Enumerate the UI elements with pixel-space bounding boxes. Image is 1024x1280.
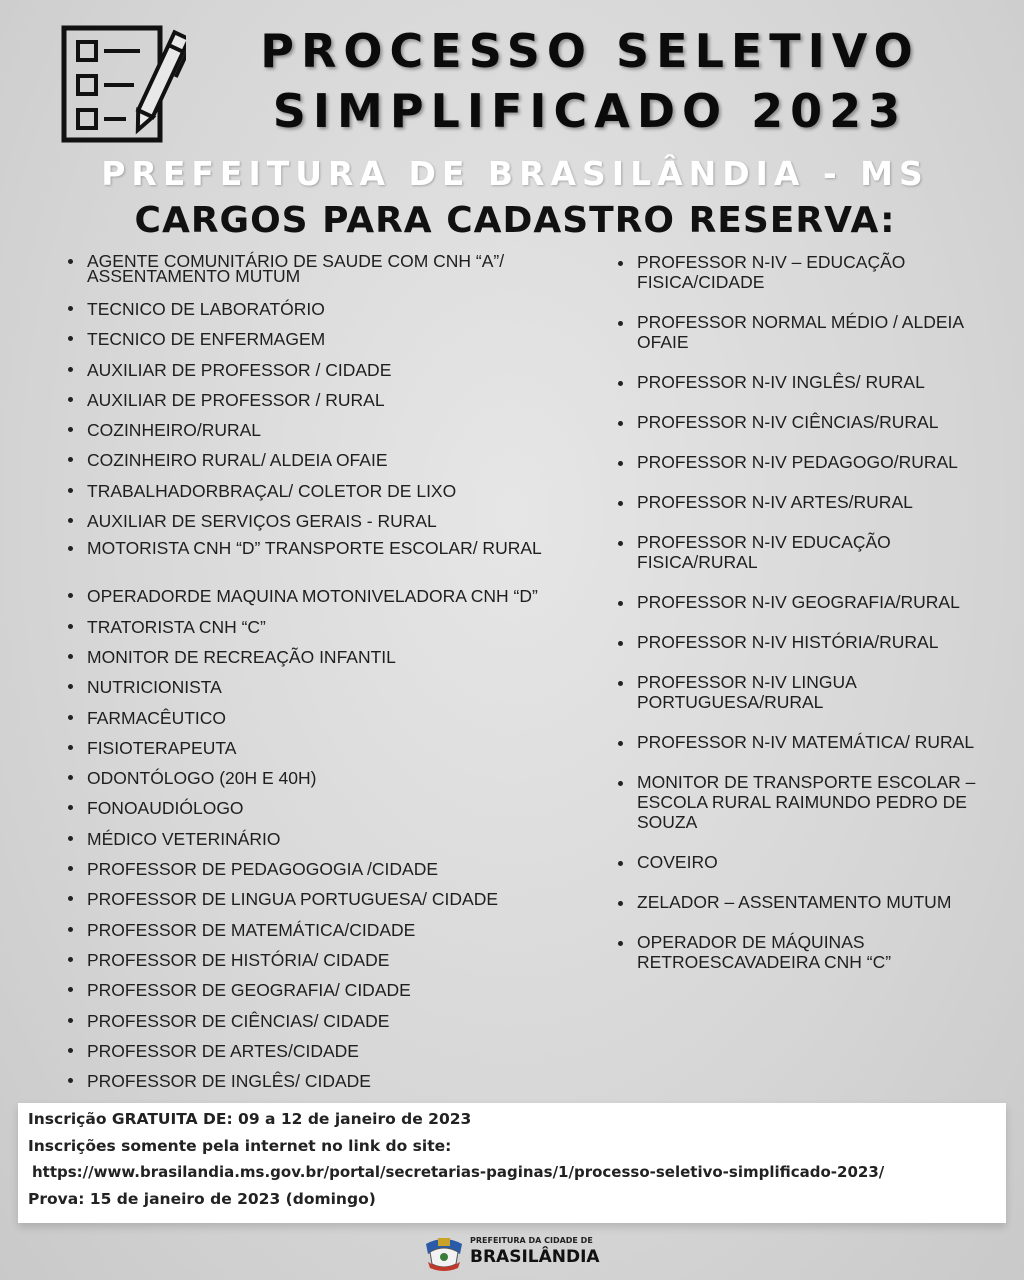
list-item: ODONTÓLOGO (20H E 40H): [66, 766, 596, 796]
page-title-line-1: PROCESSO SELETIVO: [260, 24, 920, 78]
list-item: PROFESSOR N-IV CIÊNCIAS/RURAL: [616, 412, 986, 432]
list-item: NUTRICIONISTA: [66, 675, 596, 705]
left-job-list: [66, 252, 596, 1099]
list-item: PROFESSOR N-IV GEOGRAFIA/RURAL: [616, 592, 986, 612]
list-item: MOTORISTA CNH “D” TRANSPORTE ESCOLAR/ RURAL: [66, 539, 596, 584]
list-item: PROFESSOR DE LINGUA PORTUGUESA/ CIDADE: [66, 887, 596, 917]
list-item: PROFESSOR DE INGLÊS/ CIDADE: [66, 1069, 596, 1099]
list-item: PROFESSOR N-IV MATEMÁTICA/ RURAL: [616, 732, 986, 752]
list-item: AUXILIAR DE SERVIÇOS GERAIS - RURAL: [66, 509, 596, 539]
list-item: AUXILIAR DE PROFESSOR / RURAL: [66, 388, 596, 418]
list-item: TECNICO DE ENFERMAGEM: [66, 327, 596, 357]
list-item: PROFESSOR DE GEOGRAFIA/ CIDADE: [66, 978, 596, 1008]
registration-method: Inscrições somente pela internet no link do site:: [28, 1136, 452, 1155]
list-item: PROFESSOR N-IV HISTÓRIA/RURAL: [616, 632, 986, 652]
list-item: MONITOR DE TRANSPORTE ESCOLAR – ESCOLA RURAL RAIMUNDO PEDRO DE SOUZA: [616, 772, 986, 832]
list-item: PROFESSOR DE HISTÓRIA/ CIDADE: [66, 948, 596, 978]
list-item: FARMACÊUTICO: [66, 706, 596, 736]
list-item: PROFESSOR N-IV – EDUCAÇÃO FISICA/CIDADE: [616, 252, 986, 292]
list-item: PROFESSOR DE PEDAGOGOGIA /CIDADE: [66, 857, 596, 887]
list-item: COZINHEIRO RURAL/ ALDEIA OFAIE: [66, 448, 596, 478]
list-item: COVEIRO: [616, 852, 986, 872]
list-item: TECNICO DE LABORATÓRIO: [66, 297, 596, 327]
footer-small-text: PREFEITURA DA CIDADE DE: [470, 1236, 593, 1245]
list-item: PROFESSOR N-IV ARTES/RURAL: [616, 492, 986, 512]
list-item: OPERADOR DE MÁQUINAS RETROESCAVADEIRA CNH “C”: [616, 932, 986, 972]
list-item: TRABALHADORBRAÇAL/ COLETOR DE LIXO: [66, 479, 596, 509]
city-crest-icon: [422, 1232, 466, 1272]
list-item: ZELADOR – ASSENTAMENTO MUTUM: [616, 892, 986, 912]
footer-logo: [422, 1230, 612, 1274]
list-item: PROFESSOR N-IV EDUCAÇÃO FISICA/RURAL: [616, 532, 986, 572]
right-job-list: [616, 252, 986, 992]
list-item: OPERADORDE MAQUINA MOTONIVELADORA CNH “D”: [66, 584, 596, 614]
registration-info-box: [18, 1103, 1006, 1223]
checklist-pen-icon: [58, 22, 186, 148]
list-item: PROFESSOR N-IV INGLÊS/ RURAL: [616, 372, 986, 392]
list-item: AGENTE COMUNITÁRIO DE SAUDE COM CNH “A”/ ASSENTAMENTO MUTUM: [66, 252, 596, 297]
exam-date: Prova: 15 de janeiro de 2023 (domingo): [28, 1189, 376, 1208]
page-subtitle: PREFEITURA DE BRASILÂNDIA - MS: [101, 154, 929, 193]
list-item: FISIOTERAPEUTA: [66, 736, 596, 766]
list-item: FONOAUDIÓLOGO: [66, 796, 596, 826]
list-item: TRATORISTA CNH “C”: [66, 615, 596, 645]
list-item: MÉDICO VETERINÁRIO: [66, 827, 596, 857]
registration-dates: Inscrição GRATUITA DE: 09 a 12 de janeiro de 2023: [28, 1110, 472, 1128]
page-title-line-2: SIMPLIFICADO 2023: [272, 84, 908, 138]
section-title: CARGOS PARA CADASTRO RESERVA:: [134, 200, 896, 241]
list-item: PROFESSOR N-IV PEDAGOGO/RURAL: [616, 452, 986, 472]
list-item: AUXILIAR DE PROFESSOR / CIDADE: [66, 358, 596, 388]
list-item: COZINHEIRO/RURAL: [66, 418, 596, 448]
list-item: PROFESSOR N-IV LINGUA PORTUGUESA/RURAL: [616, 672, 986, 712]
registration-url[interactable]: https://www.brasilandia.ms.gov.br/portal/secretarias-paginas/1/processo-seletivo-simplificado-2023/: [32, 1163, 885, 1181]
list-item: PROFESSOR NORMAL MÉDIO / ALDEIA OFAIE: [616, 312, 986, 352]
list-item: PROFESSOR DE MATEMÁTICA/CIDADE: [66, 918, 596, 948]
list-item: MONITOR DE RECREAÇÃO INFANTIL: [66, 645, 596, 675]
footer-city-name: BRASILÂNDIA: [470, 1247, 600, 1267]
list-item: PROFESSOR DE ARTES/CIDADE: [66, 1039, 596, 1069]
list-item: PROFESSOR DE CIÊNCIAS/ CIDADE: [66, 1009, 596, 1039]
